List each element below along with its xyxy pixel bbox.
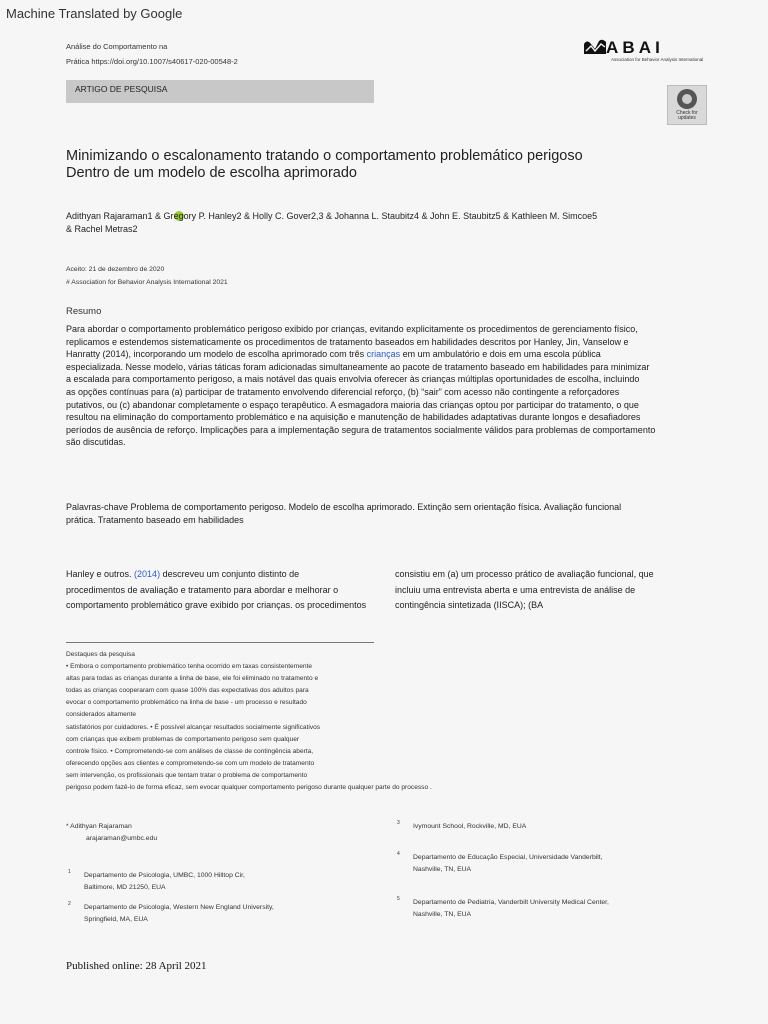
corresponding-email[interactable]: arajaraman@umbc.edu — [86, 835, 158, 842]
journal-name: Análise do Comportamento na — [66, 42, 168, 51]
affiliation-4 — [397, 851, 603, 876]
check-updates-icon — [677, 89, 697, 109]
highlight-line: evocar o comportamento problemático na linha de base - um processo e resultado — [66, 699, 307, 707]
affiliation-3 — [397, 820, 527, 833]
affiliation-text: Springfield, MA, EUA — [84, 916, 148, 923]
body-text: contingência sintetizada (IISCA); (BA — [395, 600, 544, 610]
highlight-line: • Embora o comportamento problemático tenha ocorrido em taxas consistentemente — [66, 663, 313, 671]
affiliation-text: Nashville, TN, EUA — [413, 866, 472, 873]
article-title-line2: Dentro de um modelo de escolha aprimorado — [66, 165, 357, 181]
abai-logo-word: A B A I — [606, 38, 660, 57]
article-title-line1: Minimizando o escalonamento tratando o comportamento problemático perigoso — [66, 148, 583, 164]
citation-link[interactable]: (2014) — [134, 569, 161, 579]
machine-translation-banner: Machine Translated by Google — [6, 6, 183, 21]
highlight-line: todas as crianças cooperaram com quase 100% das expectativas dos adultos para — [66, 687, 309, 695]
body-right-column — [395, 567, 725, 614]
author-highlight: eg — [173, 211, 184, 221]
body-left-column — [66, 567, 396, 614]
body-text: comportamento problemático grave exibido por crianças. os procedimentos — [66, 600, 367, 610]
abstract-line: a escalada para comportamento perigoso, a mais notável das quais envolvia oferecer às crianças múltiplas oportunidades de escolha, incluindo — [66, 374, 640, 385]
affiliation-text: Departamento de Psicologia, Western New England University, — [84, 904, 274, 911]
body-text: consistiu em (a) um processo prático de avaliação funcional, que — [395, 569, 654, 579]
affiliation-number: 2 — [68, 901, 71, 907]
copyright-notice: # Association for Behavior Analysis International 2021 — [66, 279, 228, 286]
highlight-line: sem intervenção, os profissionais que tentam tratar o problema de comportamento — [66, 771, 308, 779]
body-text: Hanley e outros. — [66, 569, 135, 579]
abstract-line: períodos de ausência de reforço. Implicações para a implementação segura de tratamentos socialmente válidos para problemas de comportamento — [66, 424, 656, 435]
article-type-label: ARTIGO DE PESQUISA — [75, 84, 168, 94]
affiliation-2 — [68, 901, 274, 926]
abai-logo-subtitle: Association for Behavior Analysis International — [611, 57, 704, 62]
affiliation-1 — [68, 869, 245, 894]
article-type-bar — [66, 80, 374, 103]
highlights-divider — [66, 642, 374, 643]
affiliation-text: Baltimore, MD 21250, EUA — [84, 884, 166, 891]
body-text: incluiu uma entrevista aberta e uma entrevista de análise de — [395, 584, 636, 595]
highlight-line: satisfatórios por cuidadores. • É possível alcançar resultados socialmente significativos — [66, 723, 321, 731]
abstract-line: as opções contínuas para (a) participar de tratamento envolvendo diferencial reforço, (b) “sair” com acesso não contingente a reforçadores — [66, 386, 620, 397]
affiliation-text: Departamento de Pediatria, Vanderbilt University Medical Center, — [413, 899, 609, 906]
journal-doi[interactable]: Prática https://doi.org/10.1007/s40617-020-00548-2 — [66, 57, 238, 66]
affiliation-5 — [397, 896, 609, 921]
abstract-line: resultou na eliminação do comportamento problemático e na aquisição e manutenção de habilidades adaptativas durante longos e desafiadores — [66, 412, 641, 423]
body-text: procedimentos de avaliação e tratamento para abordar e melhorar o — [66, 584, 339, 595]
abstract-line: Hanratty (2014), incorporando um modelo de escolha aprimorado com três — [66, 349, 367, 360]
author-text-a: Adithyan Rajaraman1 & Gr — [66, 211, 174, 221]
keywords — [66, 501, 716, 526]
children-link[interactable]: crianças — [366, 349, 401, 360]
highlight-line: considerados altamente — [66, 711, 137, 719]
abstract-heading: Resumo — [66, 306, 102, 317]
check-updates-line1: Check for — [676, 110, 698, 116]
body-text: descreveu um conjunto distinto de — [160, 569, 300, 579]
highlights-heading: Destaques da pesquisa — [66, 651, 135, 658]
affiliation-number: 3 — [397, 820, 400, 826]
abstract-line: são discutidas. — [66, 437, 126, 448]
accepted-date: Aceito: 21 de dezembro de 2020 — [66, 266, 165, 273]
highlight-line: controle físico. • Comprometendo-se com análises de classe de contingência aberta, — [66, 747, 314, 755]
affiliation-text: Ivymount School, Rockville, MD, EUA — [413, 823, 527, 830]
affiliation-text: Departamento de Educação Especial, Universidade Vanderbilt, — [413, 854, 603, 861]
check-updates-line2: updates — [678, 115, 696, 121]
corresponding-author — [66, 821, 157, 845]
author-list — [66, 210, 716, 236]
highlight-line: perigoso podem fazê-lo de forma eficaz, sem evocar qualquer comportamento perigoso durante qualquer parte do processo . — [66, 784, 432, 792]
affiliation-text: Departamento de Psicologia, UMBC, 1000 Hilltop Cir, — [84, 872, 245, 879]
affiliation-number: 5 — [397, 896, 400, 902]
highlight-line: oferecendo opções aos clientes e comprometendo-se com um modelo de tratamento — [66, 759, 315, 767]
abai-logo — [584, 36, 706, 66]
affiliation-number: 4 — [397, 851, 400, 857]
affiliation-text: Nashville, TN, EUA — [413, 911, 472, 918]
author-text-line2: & Rachel Metras2 — [66, 224, 138, 234]
keywords-line1: Palavras-chave Problema de comportamento perigoso. Modelo de escolha aprimorado. Extinção sem orientação física. Avaliação funcional — [66, 502, 622, 512]
highlight-line: com crianças que exibem problemas de comportamento perigoso sem qualquer — [66, 735, 300, 743]
abstract-line: especializada. Nesse modelo, várias táticas foram adicionadas simultaneamente ao pacote de tratamento baseado em habilidades para minimizar — [66, 361, 650, 372]
research-highlights — [66, 649, 536, 794]
keywords-line2: prática. Tratamento baseado em habilidades — [66, 514, 244, 525]
published-online: Published online: 28 April 2021 — [66, 960, 207, 972]
abstract-line: Para abordar o comportamento problemático perigoso exibido por crianças, evitando explicitamente os procedimentos de gerenciamento físico, — [66, 324, 638, 334]
abai-logo-icon — [584, 38, 606, 56]
abstract-line: replicamos e estendemos sistematicamente os procedimentos de tratamento baseados em habilidades descritos por Hanley, Jin, Vanselow e — [66, 336, 629, 347]
check-for-updates-badge[interactable] — [667, 85, 707, 125]
corresponding-name: * Adithyan Rajaraman — [66, 823, 132, 830]
abstract-body — [66, 323, 716, 449]
abstract-line-rest: em um ambulatório e dois em uma escola pública — [400, 349, 601, 360]
abstract-line: putativos, ou (c) abandonar completamente o espaço terapêutico. A esmagadora maioria das crianças optou por participar do tratamento, o que — [66, 399, 639, 410]
affiliation-number: 1 — [68, 869, 71, 875]
highlight-line: altas para todas as crianças durante a linha de base, ele foi eliminado no tratamento e — [66, 675, 319, 683]
author-text-b: ory P. Hanley2 & Holly C. Gover2,3 & Johanna L. Staubitz4 & John E. Staubitz5 & Kathleen M. Simcoe5 — [183, 211, 598, 221]
